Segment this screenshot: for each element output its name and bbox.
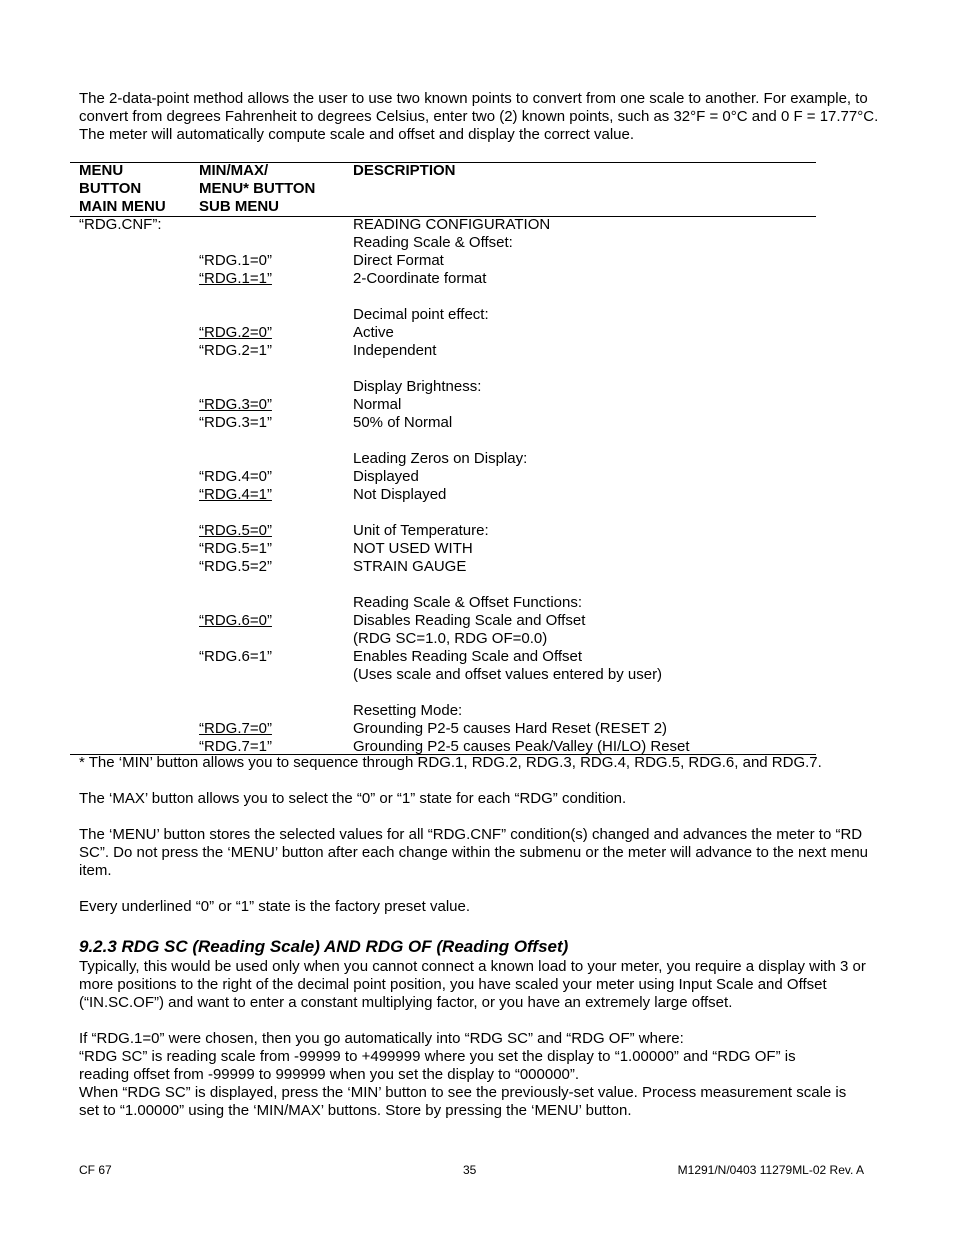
footer-page-number: 35	[463, 1163, 477, 1177]
table-cell-sub-menu: “RDG.6=1”	[199, 648, 272, 665]
header-main-menu-line-3: MAIN MENU	[79, 198, 166, 215]
table-cell-sub-menu: “RDG.7=0”	[199, 720, 272, 737]
table-cell-description: (Uses scale and offset values entered by user)	[353, 666, 663, 683]
table-cell-description: Enables Reading Scale and Offset	[353, 648, 583, 665]
table-cell-sub-menu: “RDG.1=1”	[199, 270, 272, 287]
note-menu-button: The ‘MENU’ button stores the selected values for all “RDG.CNF” condition(s) changed and advances the meter to “RD SC”. Do not press the ‘MENU’ button after each change within the submenu or the meter will advance to the next menu item.	[79, 826, 869, 879]
table-cell-description: Unit of Temperature:	[353, 522, 489, 539]
intro-paragraph: The 2-data-point method allows the user to use two known points to convert from one scale to another. For example, to convert from degrees Fahrenheit to degrees Celsius, enter two (2) known points, such as 32°F = 0°C and 0 F = 17.77°C. The meter will automatically compute scale and offset and display the correct value.	[79, 90, 879, 143]
table-cell-description: Leading Zeros on Display:	[353, 450, 528, 467]
section-paragraph-4: When “RDG SC” is displayed, press the ‘MIN’ button to see the previously-set value. Process measurement scale is set to “1.00000” using the ‘MIN/MAX’ buttons. Store by pressing the ‘MENU’ button.	[79, 1084, 847, 1119]
table-cell-description: Active	[353, 324, 394, 341]
table-cell-description: Displayed	[353, 468, 419, 485]
section-paragraph-3: “RDG SC” is reading scale from -99999 to +499999 where you set the display to “1.00000” and “RDG OF” is reading offset from -99999 to 999999 when you set the display to “000000”.	[79, 1048, 796, 1083]
header-description: DESCRIPTION	[353, 162, 456, 179]
table-cell-description: Direct Format	[353, 252, 444, 269]
table-cell-sub-menu: “RDG.3=0”	[199, 396, 272, 413]
table-cell-sub-menu: “RDG.5=2”	[199, 558, 272, 575]
table-cell-description: (RDG SC=1.0, RDG OF=0.0)	[353, 630, 548, 647]
header-sub-menu-line-2: MENU* BUTTON	[199, 180, 316, 197]
note-max-button: The ‘MAX’ button allows you to select the “0” or “1” state for each “RDG” condition.	[79, 790, 627, 807]
note-min-button: * The ‘MIN’ button allows you to sequence through RDG.1, RDG.2, RDG.3, RDG.4, RDG.5, RDG.6, and RDG.7.	[79, 754, 822, 771]
table-cell-description: Not Displayed	[353, 486, 447, 503]
section-paragraph-2: If “RDG.1=0” were chosen, then you go automatically into “RDG SC” and “RDG OF” where:	[79, 1030, 684, 1047]
table-cell-description: Grounding P2-5 causes Hard Reset (RESET 2)	[353, 720, 668, 737]
table-cell-sub-menu: “RDG.5=0”	[199, 522, 272, 539]
table-cell-description: Disables Reading Scale and Offset	[353, 612, 586, 629]
header-sub-menu-line-3: SUB MENU	[199, 198, 280, 215]
header-main-menu-line-1: MENU	[79, 162, 124, 179]
table-cell-sub-menu: “RDG.6=0”	[199, 612, 272, 629]
table-cell-description: Normal	[353, 396, 402, 413]
table-cell-description: Decimal point effect:	[353, 306, 489, 323]
table-cell-sub-menu: “RDG.2=1”	[199, 342, 272, 359]
section-heading: 9.2.3 RDG SC (Reading Scale) AND RDG OF (Reading Offset)	[79, 937, 569, 956]
footer-left: CF 67	[79, 1163, 112, 1177]
table-cell-description: 50% of Normal	[353, 414, 453, 431]
table-cell-description: Independent	[353, 342, 437, 359]
table-cell-sub-menu: “RDG.7=1”	[199, 738, 272, 755]
header-sub-menu-line-1: MIN/MAX/	[199, 162, 269, 179]
table-cell-sub-menu: “RDG.5=1”	[199, 540, 272, 557]
table-cell-description: STRAIN GAUGE	[353, 558, 467, 575]
table-cell-sub-menu: “RDG.4=1”	[199, 486, 272, 503]
table-cell-main-menu: “RDG.CNF”:	[79, 216, 162, 233]
table-cell-description: Reading Scale & Offset Functions:	[353, 594, 583, 611]
table-cell-description: Display Brightness:	[353, 378, 482, 395]
table-cell-description: READING CONFIGURATION	[353, 216, 551, 233]
footer-right: M1291/N/0403 11279ML-02 Rev. A	[677, 1163, 864, 1177]
table-cell-description: Reading Scale & Offset:	[353, 234, 513, 251]
table-cell-description: NOT USED WITH	[353, 540, 473, 557]
header-main-menu-line-2: BUTTON	[79, 180, 142, 197]
table-cell-description: Grounding P2-5 causes Peak/Valley (HI/LO) Reset	[353, 738, 690, 755]
section-paragraph-1: Typically, this would be used only when you cannot connect a known load to your meter, you require a display with 3 or more positions to the right of the decimal point position, you have scaled your meter using Input Scale and Offset (“IN.SC.OF”) and want to enter a constant multiplying factor, or you have an extremely large offset.	[79, 958, 866, 1011]
table-cell-description: Resetting Mode:	[353, 702, 463, 719]
table-cell-sub-menu: “RDG.3=1”	[199, 414, 272, 431]
table-cell-sub-menu: “RDG.2=0”	[199, 324, 272, 341]
note-factory-preset: Every underlined “0” or “1” state is the factory preset value.	[79, 898, 471, 915]
table-cell-sub-menu: “RDG.4=0”	[199, 468, 272, 485]
table-cell-sub-menu: “RDG.1=0”	[199, 252, 272, 269]
table-cell-description: 2-Coordinate format	[353, 270, 487, 287]
